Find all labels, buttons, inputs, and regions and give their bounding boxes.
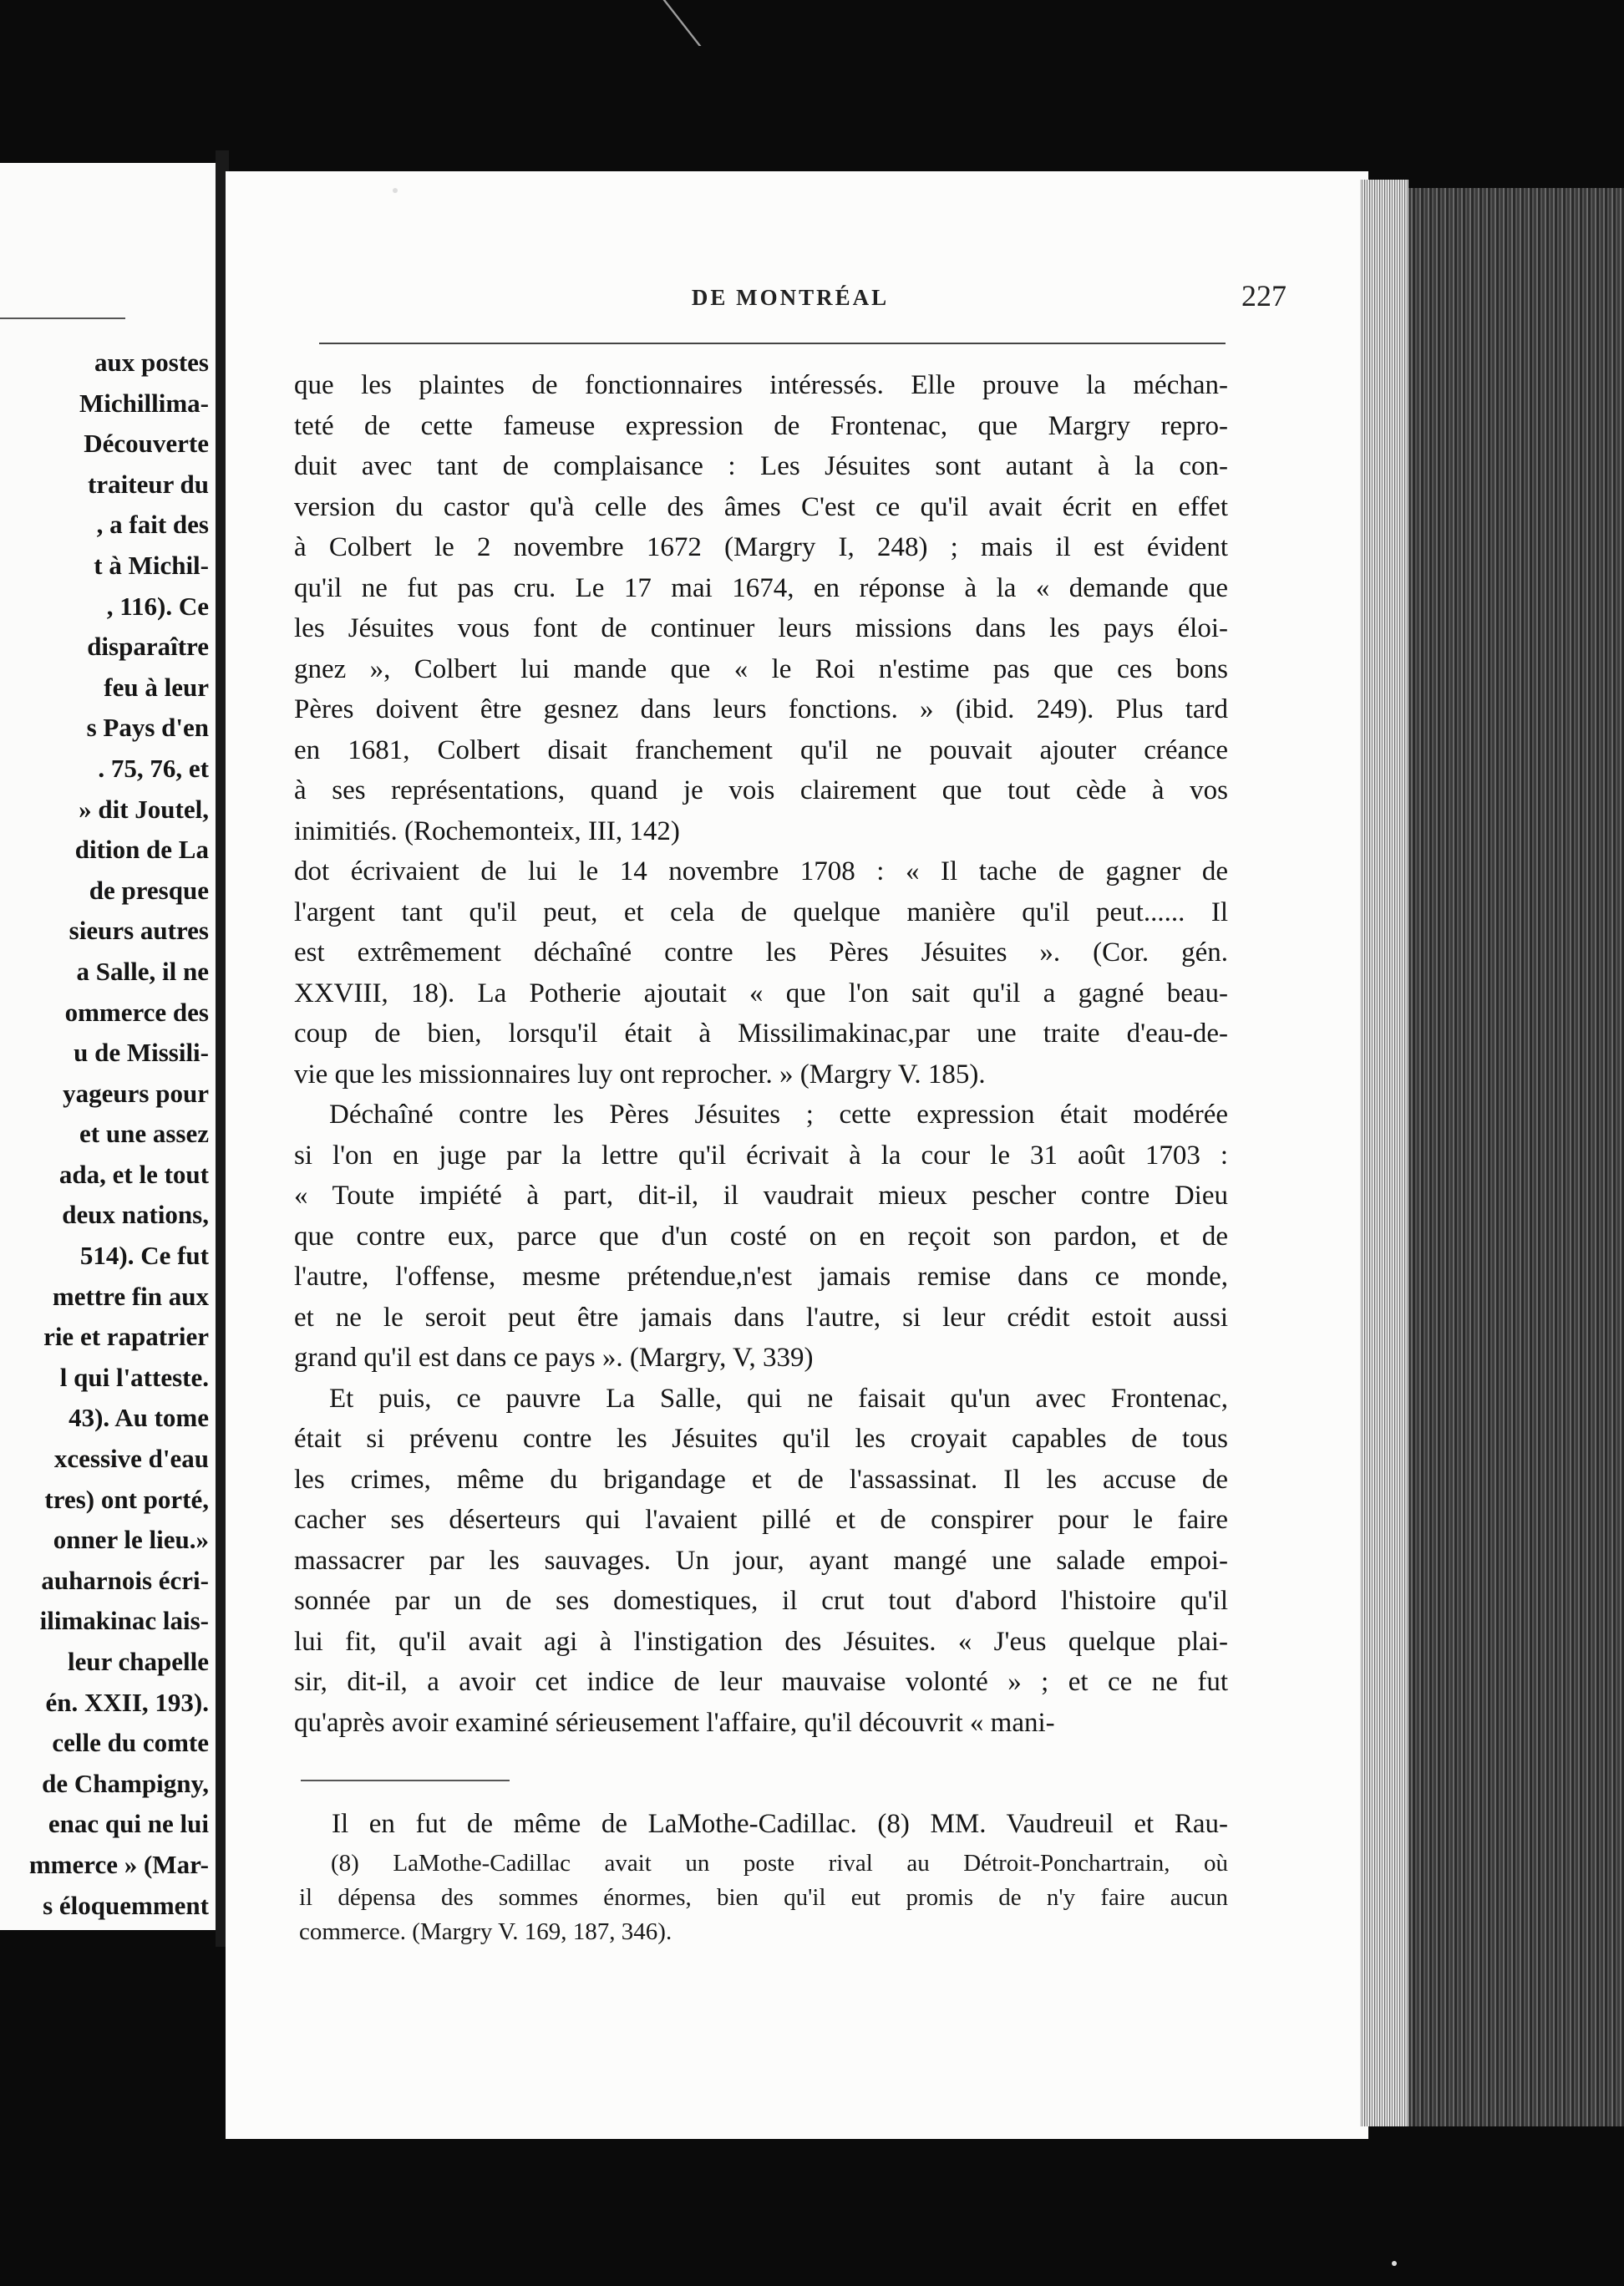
left-page-line: ommerce des [64,997,209,1027]
running-head: DE MONTRÉAL [691,285,890,310]
footnote-intro-line: Il en fut de même de LaMothe-Cadillac. (8) MM. Vaudreuil et Rau- [332,1809,1228,1839]
right-page [226,171,1368,2139]
left-page-line: mettre fin aux [52,1281,209,1311]
page-header [294,278,1287,320]
body-line: l'autre, l'offense, mesme prétendue,n'est jamais remise dans ce monde, [294,1262,1228,1292]
body-line: cacher ses déserteurs qui l'avaient pillé et de conspirer pour le faire [294,1505,1228,1535]
left-page-line: dition de La [74,835,209,865]
footnote-line: il dépensa des sommes énormes, bien qu'il eut promis de n'y faire aucun [299,1884,1228,1911]
body-line: massacrer par les sauvages. Un jour, ayant mangé une salade empoi- [294,1545,1228,1576]
left-page-line: t à Michil- [94,550,209,580]
left-page-line: sieurs autres [69,916,209,946]
body-line: les crimes, même du brigandage et de l'assassinat. Il les accuse de [294,1464,1228,1495]
left-page-line: traiteur du [88,469,209,499]
body-line: teté de cette fameuse expression de Frontenac, que Margry repro- [294,410,1228,441]
body-line: coup de bien, lorsqu'il était à Missilimakinac,par une traite d'eau-de- [294,1019,1228,1049]
left-page-line: de presque [89,875,209,905]
left-page-line: enac qui ne lui [48,1809,209,1839]
dust-speck [1392,2261,1397,2266]
left-page-rule [0,318,125,319]
body-line: vie que les missionnaires luy ont reprocher. » (Margry V. 185). [294,1059,986,1090]
left-page-text [0,343,209,1926]
body-line: lui fit, qu'il avait agi à l'instigation des Jésuites. « J'eus quelque plai- [294,1626,1228,1657]
left-page-line: 514). Ce fut [79,1241,209,1271]
left-page-line: leur chapelle [67,1647,209,1676]
body-line: version du castor qu'à celle des âmes C'est ce qu'il avait écrit en effet [294,491,1228,522]
left-page-line: et une assez [79,1119,209,1149]
left-page-line: celle du comte [52,1728,209,1758]
left-page-line: yageurs pour [63,1078,209,1108]
left-page-line: disparaître [87,632,209,662]
left-page-line: a Salle, il ne [76,956,209,986]
left-page-line: , 116). Ce [106,591,209,621]
body-line: inimitiés. (Rochemonteix, III, 142) [294,815,680,846]
left-page-line: de Champigny, [42,1768,209,1798]
left-page-line: ilimakinac lais- [39,1606,209,1636]
left-page-line: rie et rapatrier [43,1322,209,1352]
body-line: sir, dit-il, a avoir cet indice de leur mauvaise volonté » ; et ce ne fut [294,1667,1228,1697]
left-page-line: u de Missili- [74,1038,209,1068]
left-page-line: auharnois écri- [41,1565,209,1595]
header-rule [319,343,1226,344]
body-line: « Toute impiété à part, dit-il, il vaudrait mieux pescher contre Dieu [294,1181,1228,1211]
left-page-line: onner le lieu.» [53,1525,209,1555]
left-page-line: s éloquemment [43,1890,209,1920]
body-line: sonnée par un de ses domestiques, il crut tout d'abord l'histoire qu'il [294,1586,1228,1616]
left-page-line: » dit Joutel, [79,794,209,824]
scan-artifact [663,0,794,46]
body-line: dot écrivaient de lui le 14 novembre 1708 : « Il tache de gagner de [294,856,1228,886]
footnote-line: (8) LaMothe-Cadillac avait un poste rival au Détroit-Ponchartrain, où [331,1850,1228,1877]
body-line: était si prévenu contre les Jésuites qu'il les croyait capables de tous [294,1424,1228,1454]
body-line: l'argent tant qu'il peut, et cela de quelque manière qu'il peut...... Il [294,897,1228,927]
body-line: à ses représentations, quand je vois clairement que tout cède à vos [294,775,1228,805]
left-page-line: tres) ont porté, [44,1484,209,1514]
left-page-line: s Pays d'en [86,713,209,743]
left-page-line: l qui l'atteste. [59,1362,209,1392]
left-page-line: . 75, 76, et [98,753,209,783]
body-line: Déchaîné contre les Pères Jésuites ; cette expression était modérée [329,1100,1228,1130]
body-line: qu'il ne fut pas cru. Le 17 mai 1674, en réponse à la « demande que [294,572,1228,603]
left-page [0,163,216,1930]
body-line: grand qu'il est dans ce pays ». (Margry, V, 339) [294,1343,814,1373]
body-line: à Colbert le 2 novembre 1672 (Margry I, 248) ; mais il est évident [294,532,1228,562]
footnote-rule [301,1780,510,1781]
body-line: si l'on en juge par la lettre qu'il écrivait à la cour le 31 août 1703 : [294,1140,1228,1171]
body-line: en 1681, Colbert disait franchement qu'il ne pouvait ajouter créance [294,734,1228,765]
left-page-line: , a fait des [96,510,209,540]
book-block-side [1408,188,1624,2126]
left-page-line: Découverte [84,429,209,459]
body-line: que les plaintes de fonctionnaires intéressés. Elle prouve la méchan- [294,370,1228,400]
page-edges [1360,180,1408,2126]
body-line: les Jésuites vous font de continuer leurs missions dans les pays éloi- [294,613,1228,643]
body-line: Pères doivent être gesnez dans leurs fonctions. » (ibid. 249). Plus tard [294,694,1228,724]
body-line: est extrêmement déchaîné contre les Pères Jésuites ». (Cor. gén. [294,937,1228,968]
left-page-line: Michillima- [79,388,209,418]
body-line: gnez », Colbert lui mande que « le Roi n'estime pas que ces bons [294,653,1228,684]
left-page-line: xcessive d'eau [53,1444,209,1474]
body-line: duit avec tant de complaisance : Les Jésuites sont autant à la con- [294,451,1228,481]
body-line: que contre eux, parce que d'un costé on en reçoit son pardon, et de [294,1221,1228,1252]
dust-speck [393,188,398,193]
left-page-line: mmerce » (Mar- [28,1849,209,1879]
footnote-text [299,1847,1228,1949]
left-page-line: feu à leur [104,672,209,702]
left-page-line: 43). Au tome [69,1403,209,1433]
left-page-line: ada, et le tout [58,1159,209,1189]
left-page-line: deux nations, [62,1200,209,1230]
body-line: Et puis, ce pauvre La Salle, qui ne faisait qu'un avec Frontenac, [329,1383,1228,1414]
body-line: XXVIII, 18). La Potherie ajoutait « que l'on sait qu'il a gagné beau- [294,978,1228,1008]
footnote-line: commerce. (Margry V. 169, 187, 346). [299,1918,672,1945]
left-page-line: aux postes [94,348,209,377]
body-text [294,365,1228,1743]
left-page-line: én. XXII, 193). [45,1687,209,1717]
page-number: 227 [1241,279,1287,312]
body-line: qu'après avoir examiné sérieusement l'affaire, qu'il découvrit « mani- [294,1707,1055,1738]
body-line: et ne le seroit peut être jamais dans l'autre, si leur crédit estoit aussi [294,1302,1228,1333]
